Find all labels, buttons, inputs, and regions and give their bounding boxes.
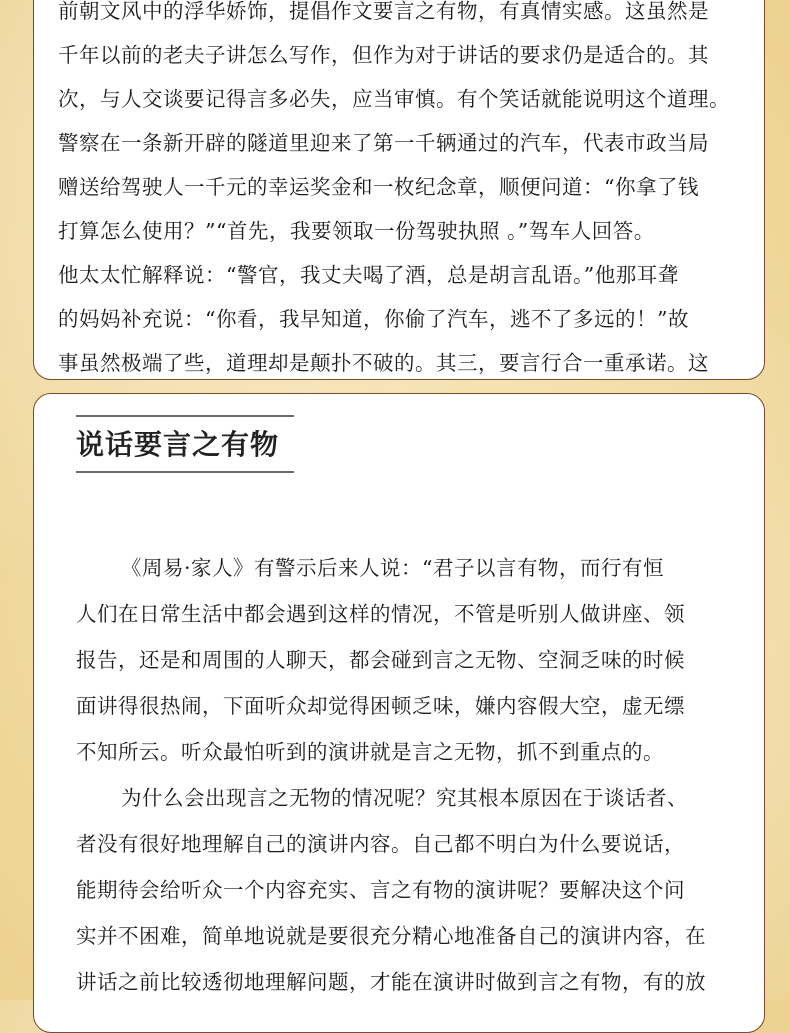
text-line: 面讲得很热闹，下面听众却觉得困顿乏味，嫌内容假大空，虚无缥 xyxy=(76,694,685,718)
text-line: 赠送给驾驶人一千元的幸运奖金和一枚纪念章，顺便问道：“你拿了钱 xyxy=(58,175,699,199)
section-title: 说话要言之有物 xyxy=(76,428,280,461)
text-line: 事虽然极端了些，道理却是颠扑不破的。其三，要言行合一重承诺。这 xyxy=(58,351,709,375)
top-paragraph xyxy=(58,0,765,380)
bottom-text-panel xyxy=(33,393,765,1033)
text-line: 前朝文风中的浮华娇饰，提倡作文要言之有物，有真情实感。这虽然是 xyxy=(58,0,709,23)
text-line: 警察在一条新开辟的隧道里迎来了第一千辆通过的汽车，代表市政当局 xyxy=(58,131,709,155)
text-line: 报告，还是和周围的人聊天，都会碰到言之无物、空洞乏味的时候 xyxy=(76,648,685,672)
text-line: 能期待会给听众一个内容充实、言之有物的演讲呢？要解决这个问 xyxy=(76,878,685,902)
text-line: 次，与人交谈要记得言多必失，应当审慎。有个笑话就能说明这个道理。 xyxy=(58,87,730,111)
text-line: 者没有很好地理解自己的演讲内容。自己都不明白为什么要说话， xyxy=(76,832,685,856)
text-line: 不知所云。听众最怕听到的演讲就是言之无物，抓不到重点的。 xyxy=(76,740,664,764)
text-line: 人们在日常生活中都会遇到这样的情况，不管是听别人做讲座、领 xyxy=(76,602,685,626)
text-line: 为什么会出现言之无物的情况呢？究其根本原因在于谈话者、 xyxy=(121,786,688,810)
text-line: 《周易·家人》有警示后来人说：“君子以言有物，而行有恒 xyxy=(121,556,664,580)
text-line: 千年以前的老夫子讲怎么写作，但作为对于讲话的要求仍是适合的。其 xyxy=(58,43,709,67)
text-line: 打算怎么使用？”“首先，我要领取一份驾驶执照 。”驾车人回答。 xyxy=(58,219,655,243)
text-line: 讲话之前比较透彻地理解问题，才能在演讲时做到言之有物，有的放 xyxy=(76,970,706,994)
body-paragraphs xyxy=(76,545,765,1005)
top-text-panel xyxy=(33,0,765,380)
text-line: 的妈妈补充说：“你看，我早知道，你偷了汽车，逃不了多远的！”故 xyxy=(58,307,689,331)
text-line: 他太太忙解释说：“警官，我丈夫喝了酒，总是胡言乱语。”他那耳聋 xyxy=(58,263,679,287)
text-line: 实并不困难，简单地说就是要很充分精心地准备自己的演讲内容，在 xyxy=(76,924,706,948)
section-heading xyxy=(76,415,294,473)
